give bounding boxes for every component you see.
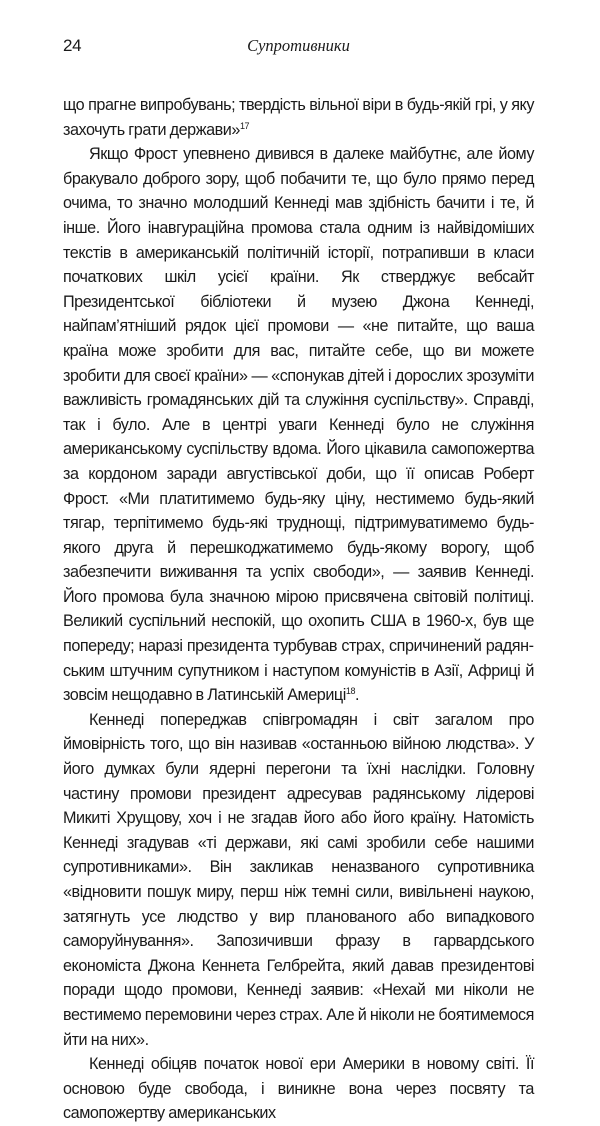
running-title: Супротивники xyxy=(247,36,350,55)
paragraph xyxy=(63,1052,534,1126)
paragraph-tail: . xyxy=(355,686,360,705)
paragraph-text: що прагне випробувань; твердість вільної віри в будь-якій грі, у яку захочуть грати держави» xyxy=(63,96,534,139)
paragraph-text: Кеннеді обіцяв початок нової ери Америки в новому світі. Її основою буде свобода, і виникне вона через посвяту та самопожертву американських xyxy=(63,1055,534,1123)
footnote-ref[interactable]: 17 xyxy=(239,120,250,131)
paragraph xyxy=(63,708,534,1052)
paragraph xyxy=(63,93,534,142)
paragraph-text: Кеннеді попереджав співгромадян і світ загалом про ймовірність того, що він називав «останньою війною людства». У його думках були ядерні перегони та їхні наслідки. Головну частину промови президент адресував радянському лідерові Микиті Хрущову, хоч і не згадав його або його країну. Натомість Кеннеді згадував «ті держави, які самі зробили себе нашими супротивниками». Він закликав неназваного супротивника «відновити пошук миру, перш ніж темні сили, вивільнені наукою, затягнуть усе людство у вир планованого або випадкового саморуйнування». Запозичивши фразу в гарвардського економіста Джона Кеннета Гелбрейта, який давав президентові поради щодо промови, Кеннеді заявив: «Нехай ми ніколи не вестимемо перемовини через страх. Але й ніколи не боятимемося йти на них». xyxy=(63,710,534,1049)
paragraph xyxy=(63,142,534,708)
page-number: 24 xyxy=(63,36,82,55)
page-header xyxy=(63,36,534,62)
footnote-ref[interactable]: 18 xyxy=(345,686,356,697)
body-text xyxy=(63,93,534,1126)
paragraph-text: Якщо Фрост упевнено дивився в далеке майбутнє, але йому бракувало доброго зору, щоб побачити те, що було прямо перед очима, то значно молодший Кеннеді мав здібність бачити і те, й інше. Його інавгураційна промова стала одним із найвідоміших текстів в американській політичній історії, потрапивши в класи початкових шкіл усієї країни. Як стверджує вебсайт Президентської бібліотеки й музею Джона Кеннеді, найпам’ятніший рядок цієї промови — «не питайте, що ваша країна може зробити для вас, питайте себе, що ви можете зробити для своєї країни» — «спонукав дітей і дорослих зрозуміти важливість громадянських дій та служіння суспільству». Справді, так і було. Але в центрі уваги Кеннеді було не служіння американському суспільству вдома. Його цікавила самопожертва за кордоном заради августівської доби, що її описав Роберт Фрост. «Ми платитимемо будь-яку ціну, нестимемо будь-який тягар, терпітимемо будь-які труднощі, підтримуватимемо будь-якого друга й перешкоджатимемо будь-якому ворогу, щоб забезпечити виживання та успіх свободи», — заявив Кеннеді. Його промова була значною мірою присвячена світовій політиці. Великий суспільний неспокій, що охопить США в 1960-х, був ще попереду; наразі президента турбував страх, спричинений радянським штучним супутником і наступом комуністів в Азії, Африці й зовсім нещодавно в Латинській Америці xyxy=(63,145,534,705)
